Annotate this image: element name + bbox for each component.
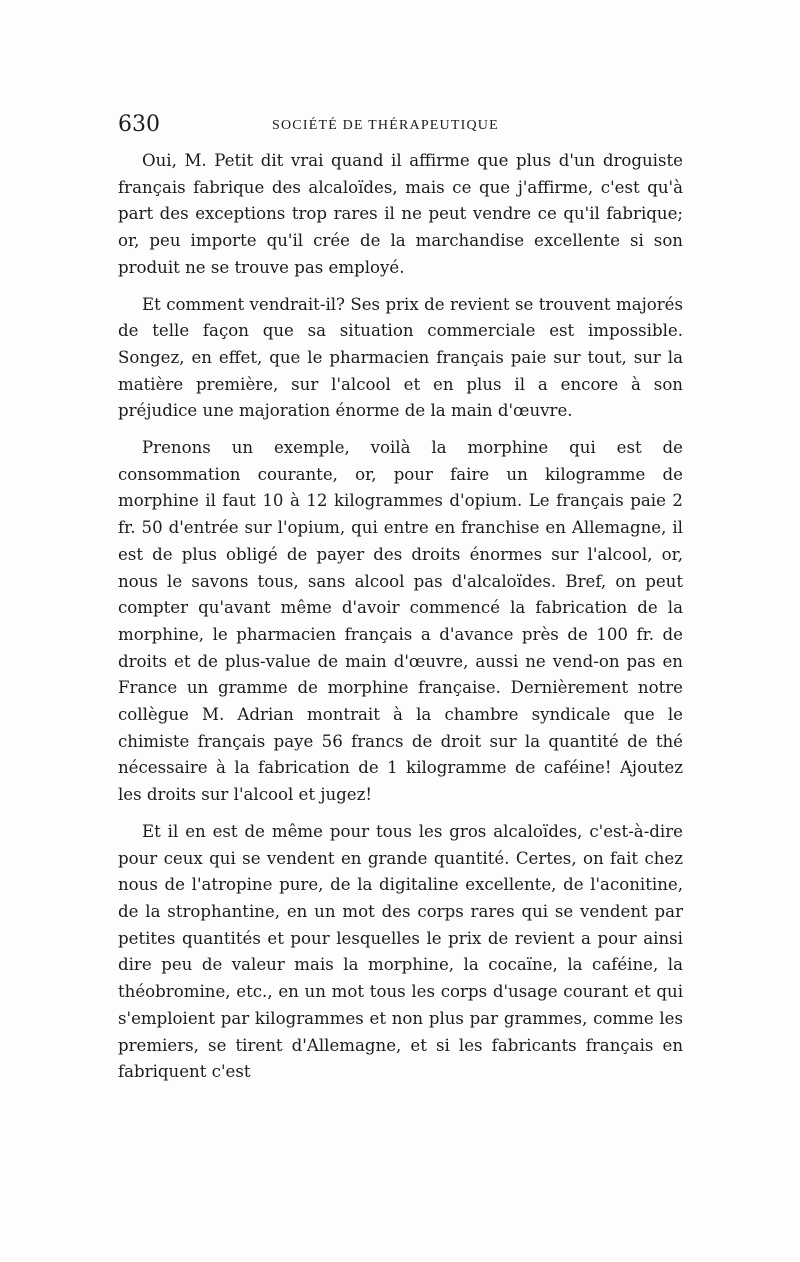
body-text — [118, 148, 683, 1086]
running-title: SOCIÉTÉ DE THÉRAPEUTIQUE — [272, 118, 499, 133]
paragraph: Et comment vendrait-il? Ses prix de revient se trouvent majorés de telle façon que sa situation commerciale est impossible. Songez, en effet, que le pharmacien français paie sur tout, sur la matière première, sur l'alcool et en plus il a encore à son préjudice une majoration énorme de la main d'œuvre. — [118, 294, 683, 421]
page-header — [118, 112, 683, 142]
paragraph: Prenons un exemple, voilà la morphine qui est de consommation courante, or, pour faire un kilogramme de morphine il faut 10 à 12 kilogrammes d'opium. Le français paie 2 fr. 50 d'entrée sur l'opium, qui entre en franchise en Allemagne, il est de plus obligé de payer des droits énormes sur l'alcool, or, nous le savons tous, sans alcool pas d'alcaloïdes. Bref, on peut compter qu'avant même d'avoir commencé la fabrication de la morphine, le pharmacien français a d'avance près de 100 fr. de droits et de plus-value de main d'œuvre, aussi ne vend-on pas en France un gramme de morphine française. Dernièrement notre collègue M. Adrian montrait à la chambre syndicale que le chimiste français paye 56 francs de droit sur la quantité de thé nécessaire à la fabrication de 1 kilogramme de caféine! Ajoutez les droits sur l'alcool et jugez! — [118, 438, 683, 805]
page-number: 630 — [118, 112, 160, 137]
paragraph: Et il en est de même pour tous les gros alcaloïdes, c'est-à-dire pour ceux qui se vendent en grande quantité. Certes, on fait chez nous de l'atropine pure, de la digitaline excellente, de l'aconitine, de la strophantine, en un mot des corps rares qui se vendent par petites quantités et pour lesquelles le prix de revient a pour ainsi dire peu de valeur mais la morphine, la cocaïne, la caféine, la théobromine, etc., en un mot tous les corps d'usage courant et qui s'emploient par kilogrammes et non plus par grammes, comme les premiers, se tirent d'Allemagne, et si les fabricants français en fabriquent c'est — [118, 821, 683, 1082]
paragraph: Oui, M. Petit dit vrai quand il affirme que plus d'un droguiste français fabrique des alcaloïdes, mais ce que j'affirme, c'est qu'à part des exceptions trop rares il ne peut vendre ce qu'il fabrique; or, peu importe qu'il crée de la marchandise excellente si son produit ne se trouve pas employé. — [118, 151, 683, 277]
